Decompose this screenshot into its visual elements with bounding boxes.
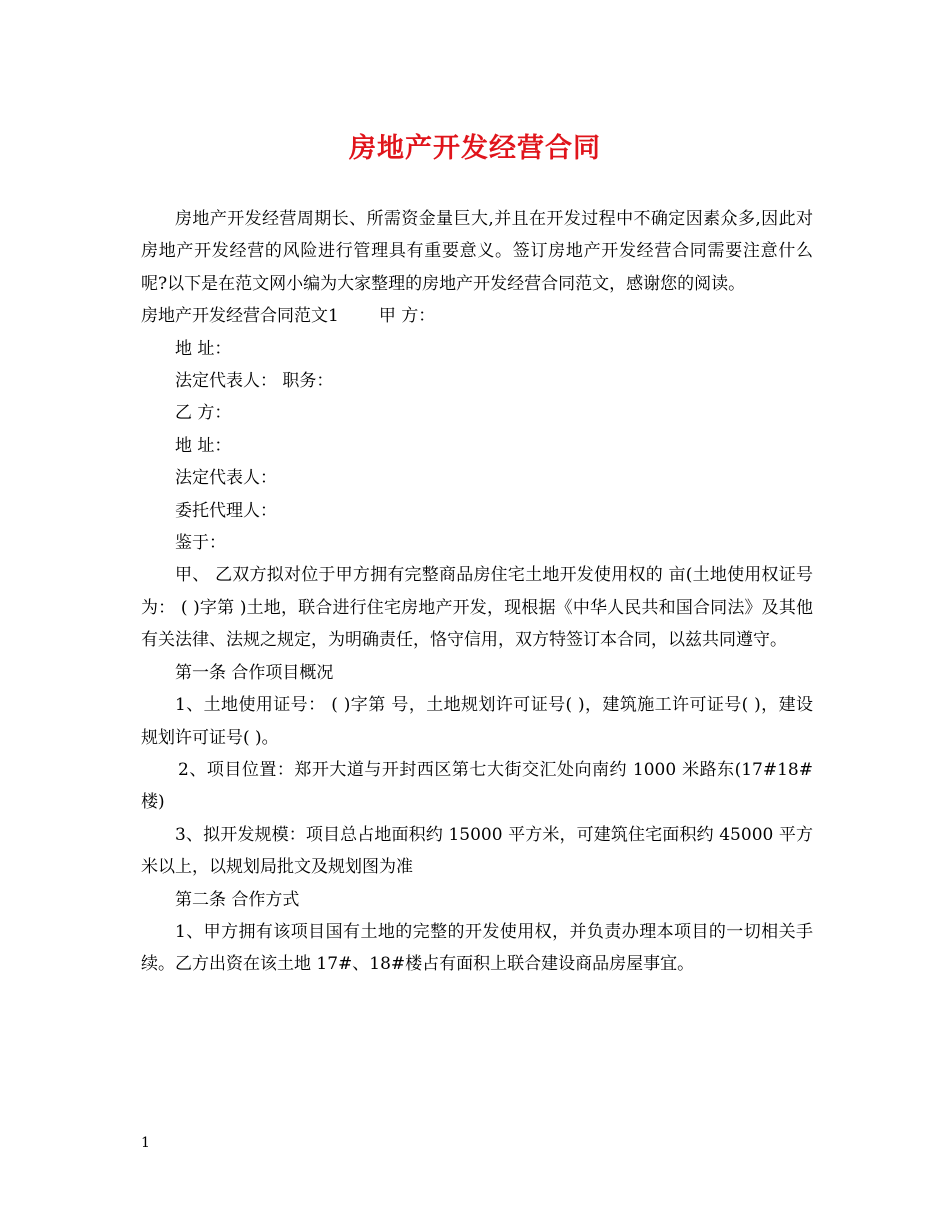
whereas-paragraph: 甲、 乙双方拟对位于甲方拥有完整商品房住宅土地开发使用权的 亩(土地使用权证号为： ( )字第 )土地，联合进行住宅房地产开发，现根据《中华人民共和国合同法》及其他有关法律、法规之规定，为明确责任，恪守信用，双方特签订本合同，以兹共同遵守。 <box>141 565 813 651</box>
agent-label: 委托代理人： <box>175 500 277 521</box>
sample-heading: 房地产开发经营合同范文1 <box>141 306 339 327</box>
address-b-label: 地 址： <box>175 435 232 456</box>
article1-item2: 2、项目位置：郑开大道与开封西区第七大街交汇处向南约 1000 米路东(17#18#楼) <box>141 759 813 813</box>
article1-item3: 3、拟开发规模：项目总占地面积约 15000 平方米，可建筑住宅面积约 45000 平方米以上，以规划局批文及规划图为准 <box>141 824 813 878</box>
document-title: 房地产开发经营合同 <box>349 133 601 164</box>
document-body <box>141 203 813 981</box>
party-b-label: 乙 方： <box>175 403 232 424</box>
article2-item1: 1、甲方拥有该项目国有土地的完整的开发使用权，并负责办理本项目的一切相关手续。乙方出资在该土地 17#、18#楼占有面积上联合建设商品房屋事宜。 <box>141 921 813 975</box>
legal-rep-b-label: 法定代表人： <box>175 468 277 489</box>
article2-title: 第二条 合作方式 <box>175 889 300 910</box>
sample-heading-line <box>141 300 813 332</box>
intro-paragraph: 房地产开发经营周期长、所需资金量巨大,并且在开发过程中不确定因素众多,因此对房地产开发经营的风险进行管理具有重要意义。签订房地产开发经营合同需要注意什么呢?以下是在范文网小编为大家整理的房地产开发经营合同范文，感谢您的阅读。 <box>141 209 813 294</box>
party-a-label: 甲 方： <box>378 306 436 327</box>
address-a-label: 地 址： <box>175 338 232 359</box>
whereas-label: 鉴于： <box>175 533 226 554</box>
page-number: 1 <box>141 1135 150 1151</box>
article1-item1: 1、土地使用证号： ( )字第 号，土地规划许可证号( )，建筑施工许可证号( )，建设规划许可证号( )。 <box>141 695 813 748</box>
article1-title: 第一条 合作项目概况 <box>175 662 334 683</box>
legal-rep-a-label: 法定代表人： 职务： <box>175 371 334 392</box>
